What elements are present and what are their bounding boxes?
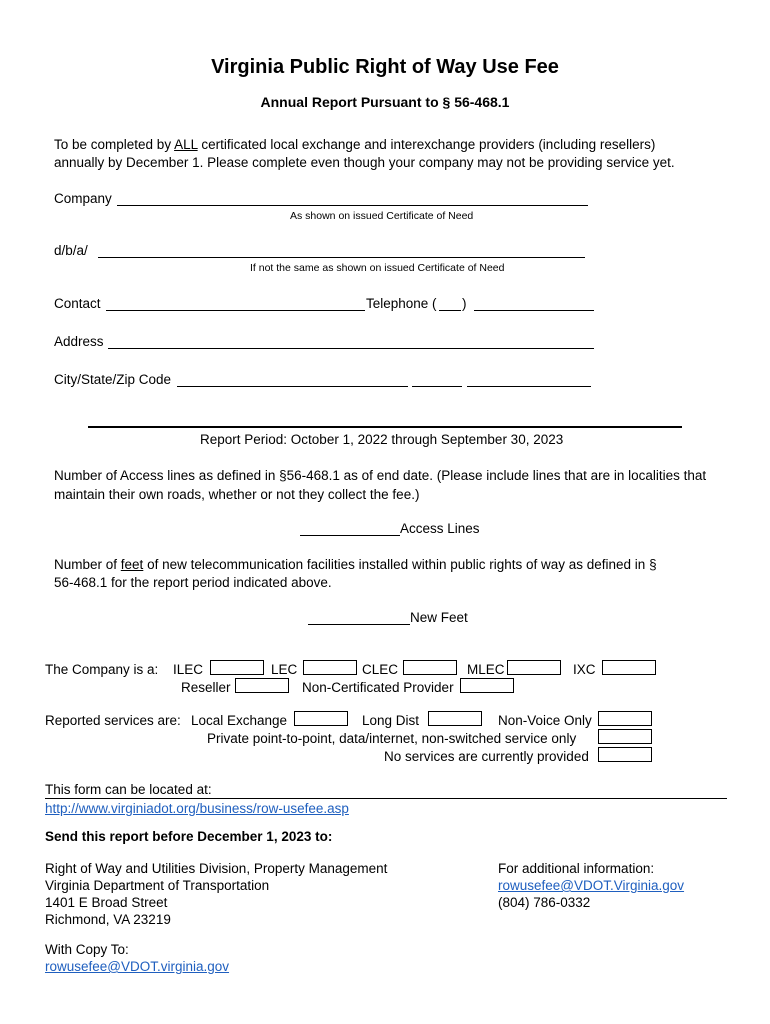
- services-label: Reported services are:: [45, 713, 181, 728]
- copy-email-link[interactable]: rowusefee@VDOT.virginia.gov: [45, 959, 230, 974]
- intro-line-2: annually by December 1. Please complete even though your company may not be providing service yet.: [54, 155, 675, 170]
- local-exchange-checkbox[interactable]: [294, 711, 348, 726]
- state-field[interactable]: [412, 386, 462, 387]
- ixc-label: IXC: [573, 662, 596, 677]
- company-caption: As shown on issued Certificate of Need: [290, 210, 474, 222]
- access-text-2: maintain their own roads, whether or not they collect the fee.): [54, 487, 420, 502]
- private-service-checkbox[interactable]: [598, 729, 652, 744]
- access-lines-field[interactable]: [300, 535, 400, 536]
- noncert-label: Non-Certificated Provider: [302, 680, 454, 695]
- telephone-field[interactable]: [474, 310, 594, 311]
- address-field[interactable]: [108, 348, 594, 349]
- dba-field[interactable]: [98, 257, 585, 258]
- company-label: Company: [54, 191, 112, 206]
- zip-field[interactable]: [467, 386, 591, 387]
- report-period: Report Period: October 1, 2022 through September 30, 2023: [200, 432, 564, 447]
- telephone-label: Telephone (: [366, 296, 437, 311]
- noncert-checkbox[interactable]: [460, 678, 514, 693]
- clec-checkbox[interactable]: [403, 660, 457, 675]
- company-field[interactable]: [117, 205, 588, 206]
- private-service-label: Private point-to-point, data/internet, non-switched service only: [207, 731, 577, 746]
- no-services-label: No services are currently provided: [384, 749, 589, 764]
- contact-label: Contact: [54, 296, 101, 311]
- clec-label: CLEC: [362, 662, 399, 677]
- form-subtitle: Annual Report Pursuant to § 56-468.1: [260, 94, 510, 110]
- intro-line-1: [54, 137, 655, 152]
- ilec-checkbox[interactable]: [210, 660, 264, 675]
- dba-label: d/b/a/: [54, 243, 88, 258]
- company-type-label: The Company is a:: [45, 662, 159, 677]
- mlec-label: MLEC: [467, 662, 505, 677]
- mlec-checkbox[interactable]: [507, 660, 561, 675]
- non-voice-checkbox[interactable]: [598, 711, 652, 726]
- feet-text-1: [54, 557, 657, 572]
- intro-text: To be completed by: [54, 137, 175, 152]
- city-field[interactable]: [177, 386, 408, 387]
- send-address-3: 1401 E Broad Street: [45, 895, 168, 910]
- access-lines-label: Access Lines: [400, 521, 480, 536]
- send-heading: Send this report before December 1, 2023 to:: [45, 829, 333, 844]
- location-rule: [45, 798, 727, 799]
- telephone-paren: ): [462, 296, 467, 311]
- address-label: Address: [54, 334, 104, 349]
- send-address-2: Virginia Department of Transportation: [45, 878, 270, 893]
- feet-emphasis: feet: [120, 557, 144, 572]
- copy-label: With Copy To:: [45, 942, 129, 957]
- ilec-label: ILEC: [173, 662, 204, 677]
- reseller-checkbox[interactable]: [235, 678, 289, 693]
- intro-emphasis: ALL: [174, 137, 198, 152]
- send-address-1: Right of Way and Utilities Division, Property Management: [45, 861, 388, 876]
- new-feet-field[interactable]: [308, 624, 410, 625]
- location-link[interactable]: http://www.virginiadot.org/business/row-usefee.asp: [45, 801, 349, 816]
- lec-checkbox[interactable]: [303, 660, 357, 675]
- info-label: For additional information:: [498, 861, 655, 876]
- feet-text: Number of: [54, 557, 121, 572]
- area-code-field[interactable]: [439, 310, 461, 311]
- local-exchange-label: Local Exchange: [191, 713, 288, 728]
- no-services-checkbox[interactable]: [598, 747, 652, 762]
- ixc-checkbox[interactable]: [602, 660, 656, 675]
- city-label: City/State/Zip Code: [54, 372, 172, 387]
- long-dist-label: Long Dist: [362, 713, 420, 728]
- reseller-label: Reseller: [181, 680, 231, 695]
- new-feet-label: New Feet: [410, 610, 468, 625]
- location-label: This form can be located at:: [45, 782, 212, 797]
- lec-label: LEC: [271, 662, 298, 677]
- send-address-4: Richmond, VA 23219: [45, 912, 171, 927]
- contact-field[interactable]: [106, 310, 365, 311]
- non-voice-label: Non-Voice Only: [498, 713, 592, 728]
- access-text-1: Number of Access lines as defined in §56-468.1 as of end date. (Please include lines that are in localities that: [54, 468, 707, 483]
- long-dist-checkbox[interactable]: [428, 711, 482, 726]
- info-phone: (804) 786-0332: [498, 895, 591, 910]
- section-divider: [88, 426, 682, 428]
- feet-text: of new telecommunication facilities installed within public rights of way as defined in §: [143, 557, 657, 572]
- dba-caption: If not the same as shown on issued Certificate of Need: [250, 262, 505, 274]
- feet-text-2: 56-468.1 for the report period indicated above.: [54, 575, 332, 590]
- intro-text: certificated local exchange and interexchange providers (including resellers): [197, 137, 656, 152]
- form-title: Virginia Public Right of Way Use Fee: [211, 56, 559, 78]
- info-email-link[interactable]: rowusefee@VDOT.Virginia.gov: [498, 878, 685, 893]
